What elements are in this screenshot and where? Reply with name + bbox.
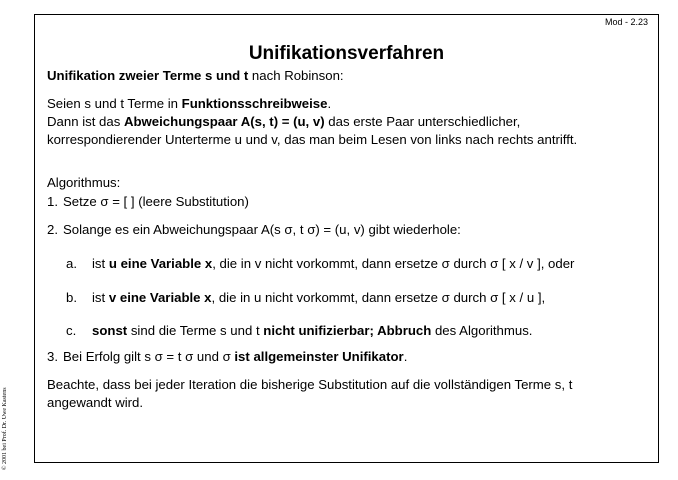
intro-heading: Unifikation zweier Terme s und t: [47, 68, 249, 83]
algorithm-sub-c: c. sonst sind die Terme s und t nicht unifizierbar; Abbruch des Algorithmus.: [66, 323, 533, 338]
algorithm-step-3: 3. Bei Erfolg gilt s σ = t σ und σ ist allgemeinster Unifikator.: [47, 349, 408, 364]
intro-line: [47, 67, 648, 85]
algorithm-label: Algorithmus:: [47, 175, 121, 190]
note-line-1: Beachte, dass bei jeder Iteration die bisherige Substitution auf die vollständigen Terme s, t: [47, 377, 573, 392]
algorithm-sub-a: a. ist u eine Variable x, die in v nicht vorkommt, dann ersetze σ durch σ [ x / v ], oder: [66, 256, 575, 271]
page-number: Mod - 2.23: [604, 17, 648, 27]
slide-title: Unifikationsverfahren: [248, 43, 445, 64]
note-line-2: angewandt wird.: [47, 395, 144, 410]
algorithm-step-2: 2. Solange es ein Abweichungspaar A(s σ, t σ) = (u, v) gibt wiederhole:: [47, 222, 461, 237]
copyright-notice: © 2001 bei Prof. Dr. Uwe Kastens: [2, 387, 8, 470]
definition-line-2: Dann ist das Abweichungspaar A(s, t) = (u, v) das erste Paar unterschiedlicher,: [47, 114, 521, 129]
algorithm-step-1: 1. Setze σ = [ ] (leere Substitution): [47, 194, 249, 209]
definition-line-3: korrespondierender Unterterme u und v, das man beim Lesen von links nach rechts antrifft.: [47, 132, 578, 147]
definition-paragraph: [47, 95, 648, 149]
slide-frame: [34, 14, 659, 463]
definition-line-1: Seien s und t Terme in Funktionsschreibweise.: [47, 96, 332, 111]
intro-heading-rest: nach Robinson:: [248, 68, 344, 83]
note-paragraph: [47, 376, 648, 412]
algorithm-sub-b: b. ist v eine Variable x, die in u nicht vorkommt, dann ersetze σ durch σ [ x / u ],: [66, 290, 546, 305]
